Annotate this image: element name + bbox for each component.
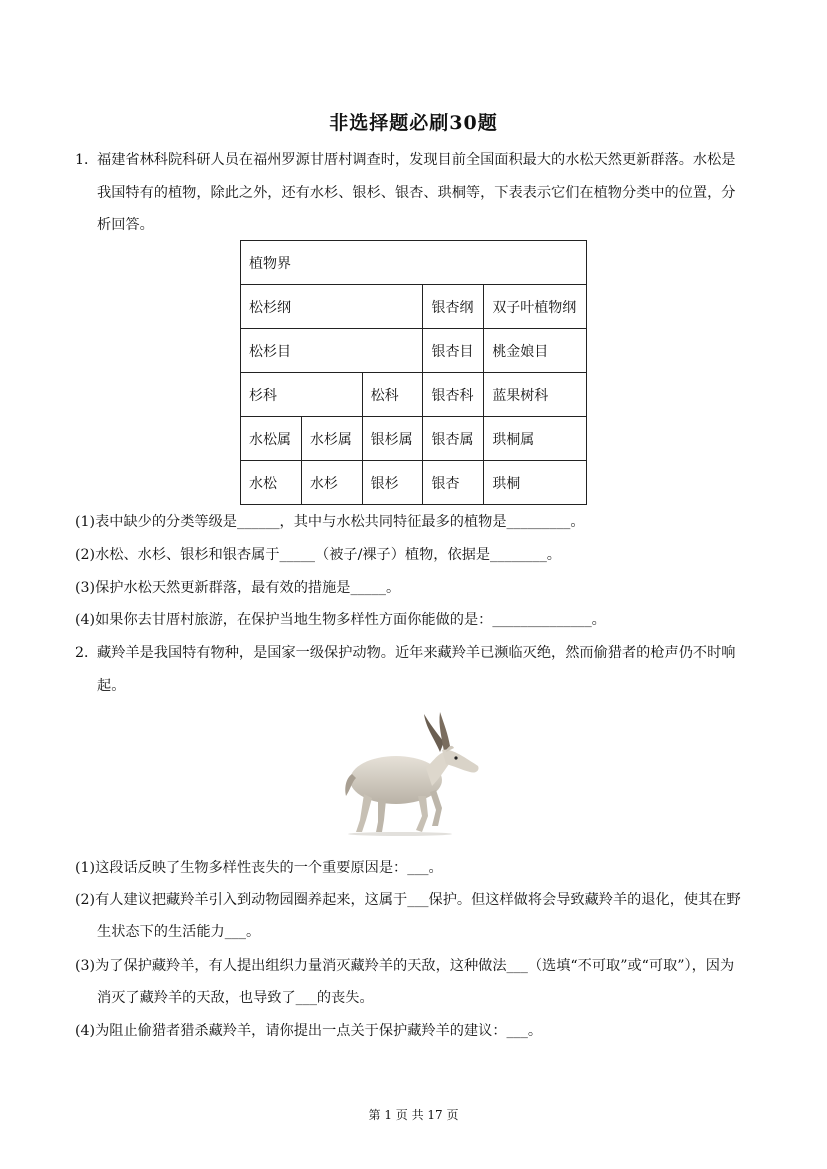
classification-table [240, 240, 587, 505]
table-cell: 银杉属 [362, 417, 423, 461]
table-cell: 桃金娘目 [484, 329, 587, 373]
table-cell: 松杉目 [241, 329, 423, 373]
table-cell: 水杉 [301, 461, 362, 505]
table-cell: 蓝果树科 [484, 373, 587, 417]
table-row [241, 329, 587, 373]
question-2-sub-2-line-2: 生状态下的生活能力___。 [97, 924, 261, 940]
antelope-illustration [338, 708, 488, 836]
question-1-text-line-1: 福建省林科院科研人员在福州罗源甘厝村调查时，发现目前全国面积最大的水松天然更新群落。水松是 [97, 152, 736, 168]
table-cell: 植物界 [241, 241, 587, 285]
question-2-number: 2． [75, 645, 99, 661]
question-2-sub-2-line-1: (2)有人建议把藏羚羊引入到动物园圈养起来，这属于___保护。但这样做将会导致藏羚羊的退化，使其在野 [75, 892, 741, 908]
table-cell: 双子叶植物纲 [484, 285, 587, 329]
page-footer: 第 1 页 共 17 页 [368, 1108, 459, 1122]
page-title: 非选择题必刷30题 [329, 112, 498, 134]
table-cell: 银杉 [362, 461, 423, 505]
question-2-sub-3-line-1: (3)为了保护藏羚羊，有人提出组织力量消灭藏羚羊的天敌，这种做法___（选填“不可取”或“可取”），因为 [75, 958, 735, 974]
question-1-text-line-3: 析回答。 [97, 217, 154, 233]
table-cell: 银杏纲 [423, 285, 484, 329]
table-cell: 珙桐属 [484, 417, 587, 461]
table-cell: 松科 [362, 373, 423, 417]
table-cell: 水松 [241, 461, 302, 505]
table-cell: 银杏属 [423, 417, 484, 461]
question-1-sub-3: (3)保护水松天然更新群落，最有效的措施是_____。 [75, 580, 401, 596]
table-cell: 银杏科 [423, 373, 484, 417]
question-2-sub-1: (1)这段话反映了生物多样性丧失的一个重要原因是：___。 [75, 860, 443, 876]
table-cell: 珙桐 [484, 461, 587, 505]
table-row [241, 461, 587, 505]
table-cell: 银杏 [423, 461, 484, 505]
question-2-text-line-2: 起。 [97, 678, 126, 694]
question-1-sub-2: (2)水松、水杉、银杉和银杏属于_____（被子/裸子）植物，依据是________。 [75, 547, 561, 563]
table-cell: 银杏目 [423, 329, 484, 373]
question-2-sub-4: (4)为阻止偷猎者猎杀藏羚羊，请你提出一点关于保护藏羚羊的建议：___。 [75, 1023, 543, 1039]
question-1-text-line-2: 我国特有的植物，除此之外，还有水杉、银杉、银杏、珙桐等，下表表示它们在植物分类中的位置，分 [97, 185, 736, 201]
table-cell: 水杉属 [301, 417, 362, 461]
question-1-sub-1: (1)表中缺少的分类等级是______，其中与水松共同特征最多的植物是_________。 [75, 514, 585, 530]
question-2-sub-3-line-2: 消灭了藏羚羊的天敌，也导致了___的丧失。 [97, 990, 374, 1006]
table-row [241, 285, 587, 329]
table-row [241, 241, 587, 285]
table-row [241, 417, 587, 461]
question-1-sub-4: (4)如果你去甘厝村旅游，在保护当地生物多样性方面你能做的是：______________。 [75, 612, 606, 628]
table-cell: 水松属 [241, 417, 302, 461]
table-cell: 松杉纲 [241, 285, 423, 329]
question-1-number: 1． [75, 152, 99, 168]
question-2-text-line-1: 藏羚羊是我国特有物种，是国家一级保护动物。近年来藏羚羊已濒临灭绝，然而偷猎者的枪声仍不时响 [97, 645, 736, 661]
table-row [241, 373, 587, 417]
table-cell: 杉科 [241, 373, 363, 417]
